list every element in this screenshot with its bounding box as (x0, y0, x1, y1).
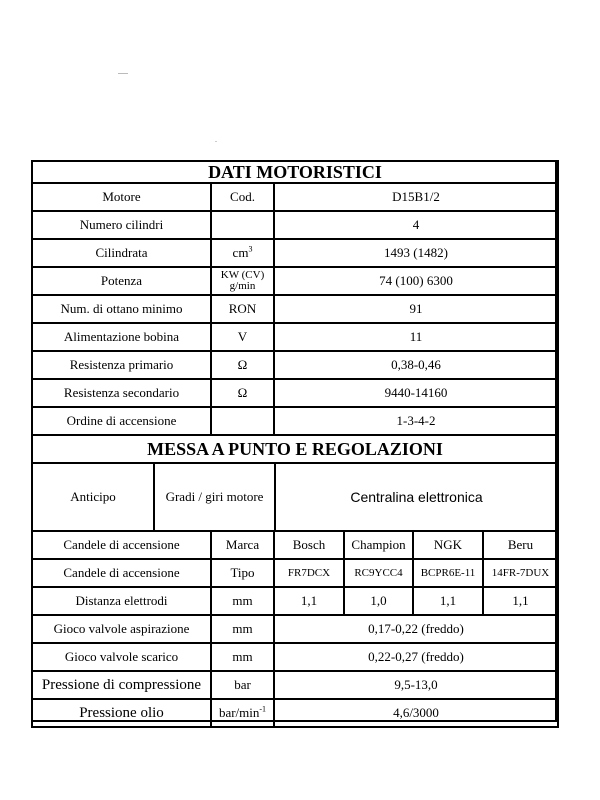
row-value: 4,6/3000 (274, 699, 558, 727)
row-unit: Ω (211, 351, 274, 379)
gap-cell: 1,0 (344, 587, 413, 615)
table-row (32, 267, 558, 295)
row-unit: bar (211, 671, 274, 699)
brand-cell: NGK (413, 531, 483, 559)
type-cell: FR7DCX (274, 559, 344, 587)
brand-cell: Champion (344, 531, 413, 559)
row-label: Distanza elettrodi (32, 587, 211, 615)
row-unit: Cod. (211, 183, 274, 211)
row-label: Gioco valvole aspirazione (32, 615, 211, 643)
row-value: 0,17-0,22 (freddo) (274, 615, 558, 643)
row-label: Pressione olio (32, 699, 211, 727)
row-unit (211, 407, 274, 435)
row-unit: mm (211, 587, 274, 615)
unit-base: bar/min (218, 705, 260, 720)
unit-line-2: g/min (229, 280, 256, 292)
row-value: 1493 (1482) (274, 239, 558, 267)
table-row (32, 323, 558, 351)
unit-base: cm (232, 245, 249, 260)
row-value: 0,38-0,46 (274, 351, 558, 379)
row-value: 1-3-4-2 (274, 407, 558, 435)
unit-exponent: -1 (259, 704, 267, 714)
table-row (32, 587, 558, 615)
row-label: Motore (32, 183, 211, 211)
section-title-dati: DATI MOTORISTICI (32, 161, 558, 183)
row-value: 9440-14160 (274, 379, 558, 407)
table-row (32, 183, 558, 211)
row-unit (211, 239, 274, 267)
row-value: Centralina elettronica (350, 489, 483, 505)
row-label: Resistenza primario (32, 351, 211, 379)
row-label: Num. di ottano minimo (32, 295, 211, 323)
row-unit: mm (211, 643, 274, 671)
row-unit (211, 267, 274, 295)
section-title-messa-a-punto: MESSA A PUNTO E REGOLAZIONI (32, 435, 558, 463)
row-value: 11 (274, 323, 558, 351)
row-label: Pressione di compressione (32, 671, 211, 699)
table-row (32, 211, 558, 239)
table-row (32, 643, 558, 671)
row-label: Candele di accensione (32, 559, 211, 587)
table-row (32, 531, 558, 559)
table-row (32, 463, 558, 531)
table-row (32, 239, 558, 267)
gap-cell: 1,1 (483, 587, 558, 615)
row-value: 91 (274, 295, 558, 323)
gap-cell: 1,1 (413, 587, 483, 615)
section-header-row (32, 161, 558, 183)
brand-cell: Beru (483, 531, 558, 559)
table-row (32, 351, 558, 379)
scan-speck (118, 73, 128, 74)
unit-exponent: 3 (248, 244, 253, 254)
row-label: Gioco valvole scarico (32, 643, 211, 671)
gap-cell: 1,1 (274, 587, 344, 615)
row-unit: Gradi / giri motore (154, 464, 275, 530)
row-unit: Marca (211, 531, 274, 559)
row-unit: Ω (211, 379, 274, 407)
type-cell: BCPR6E-11 (413, 559, 483, 587)
row-label: Candele di accensione (32, 531, 211, 559)
table-row (32, 699, 558, 727)
spec-table (31, 160, 559, 728)
row-label: Anticipo (33, 464, 154, 530)
row-label: Numero cilindri (32, 211, 211, 239)
table-row (32, 615, 558, 643)
table-row (32, 671, 558, 699)
brand-cell: Bosch (274, 531, 344, 559)
row-unit: RON (211, 295, 274, 323)
row-label: Resistenza secondario (32, 379, 211, 407)
row-value: 4 (274, 211, 558, 239)
table-row (32, 379, 558, 407)
unit-line-1: KW (CV) (220, 269, 265, 281)
spec-sheet (31, 160, 557, 722)
row-value: D15B1/2 (274, 183, 558, 211)
row-label: Cilindrata (32, 239, 211, 267)
row-label: Ordine di accensione (32, 407, 211, 435)
scan-speck (215, 141, 217, 142)
anticipo-cell (32, 463, 558, 531)
section-header-row (32, 435, 558, 463)
row-unit: V (211, 323, 274, 351)
table-row (32, 559, 558, 587)
row-unit (211, 699, 274, 727)
row-label: Alimentazione bobina (32, 323, 211, 351)
row-value: 9,5-13,0 (274, 671, 558, 699)
row-value: 0,22-0,27 (freddo) (274, 643, 558, 671)
anticipo-subtable (33, 464, 557, 530)
table-row (32, 407, 558, 435)
type-cell: RC9YCC4 (344, 559, 413, 587)
row-unit: mm (211, 615, 274, 643)
row-value: 74 (100) 6300 (274, 267, 558, 295)
row-unit (211, 211, 274, 239)
type-cell: 14FR-7DUX (483, 559, 558, 587)
row-label: Potenza (32, 267, 211, 295)
row-unit: Tipo (211, 559, 274, 587)
table-row (32, 295, 558, 323)
